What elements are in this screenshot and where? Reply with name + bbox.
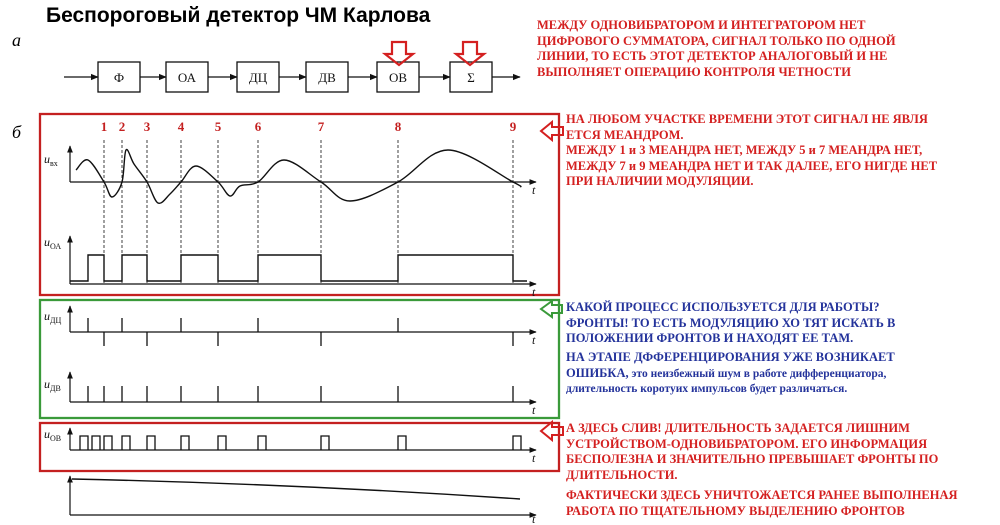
timing-diagrams — [70, 140, 536, 515]
note-fronts-process: КАКОЙ ПРОЦЕСС ИСПОЛЬЗУЕТСЯ ДЛЯ РАБОТЫ? ФРОНТЫ! ТО ЕСТЬ МОДУЛЯЦИЮ ХО ТЯТ ИСКАТЬ В ПОЛОЖЕНИИ ФРОНТОВ И НАХОДЯТ ЕЕ ТАМ. — [566, 300, 896, 345]
edge-number-1: 1 — [100, 119, 108, 134]
edge-number-9: 9 — [509, 119, 517, 134]
page-title: Беспороговый детектор ЧМ Карлова — [46, 4, 431, 27]
input-fm-signal — [76, 150, 521, 204]
note-differentiation-error: НА ЭТАПЕ ДФФЕРЕНЦИРОВАНИЯ УЖЕ ВОЗНИКАЕТ ОШИБКА, это неизбежный шум в работе дифференциатора, длительность коротуих импульсов будет различаться. — [566, 350, 895, 395]
integrator-output-curve — [72, 479, 520, 499]
timing-labels — [44, 119, 536, 525]
time-label-integrator: t — [532, 512, 536, 525]
signal-label-u-dc: $u_{ДЦ}$ — [44, 309, 62, 325]
time-label-u-dv: t — [532, 403, 536, 417]
edge-number-6: 6 — [254, 119, 262, 134]
ov-pulse — [122, 436, 130, 450]
frame-ov — [40, 423, 559, 471]
block-label-3: ДВ — [318, 70, 336, 85]
ov-pulse — [181, 436, 189, 450]
frame-input-and-oa — [40, 114, 559, 295]
block-label-1: ОА — [177, 70, 197, 85]
block-label-5: Σ — [467, 70, 475, 85]
block-label-4: ОВ — [388, 70, 408, 85]
edge-number-3: 3 — [143, 119, 151, 134]
ov-pulse — [258, 436, 266, 450]
note-not-meander: НА ЛЮБОМ УЧАСТКЕ ВРЕМЕНИ ЭТОТ СИГНАЛ НЕ ЯВЛЯ ЕТСЯ МЕАНДРОМ. МЕЖДУ 1 и 3 МЕАНДРА НЕТ, МЕЖДУ 5 и 7 МЕАНДРА НЕТ, МЕЖДУ 7 и 9 МЕАНДРА НЕТ И ТАК ДАЛЕЕ, ЕГО НИГДЕ НЕТ ПРИ НАЛИЧИИ МОДУЛЯЦИИ. — [566, 112, 938, 188]
time-label-u-ov: t — [532, 451, 536, 465]
part-label-a: а — [12, 30, 21, 50]
block-label-2: ДЦ — [248, 70, 268, 85]
signal-label-u-oa: $u_{ОА}$ — [44, 235, 62, 251]
note-drain: А ЗДЕСЬ СЛИВ! ДЛИТЕЛЬНОСТЬ ЗАДАЕТСЯ ЛИШНИМ УСТРОЙСТВОМ-ОДНОВИБРАТОРОМ. ЕГО ИНФОРМАЦИЯ БЕСПОЛЕЗНА И ЗНАЧИТЕЛЬНО ПРЕВЫШАЕТ ФРОНТЫ ПО ДЛИТЕЛЬНОСТИ. — [566, 421, 939, 482]
time-label-u-dc: t — [532, 333, 536, 347]
note-work-destroyed: ФАКТИЧЕСКИ ЗДЕСЬ УНИЧТОЖАЕТСЯ РАНЕЕ ВЫПОЛНЕНАЯ РАБОТА ПО ТЩАТЕЛЬНОМУ ВЫДЕЛЕНИЮ ФРОНТОВ — [566, 488, 958, 518]
signal-label-u-in: $u_{вх}$ — [44, 152, 58, 168]
signal-label-u-ov: $u_{ОВ}$ — [44, 427, 62, 443]
ov-pulse — [92, 436, 100, 450]
block-label-0: Ф — [113, 70, 125, 85]
time-label-u-oa: t — [532, 285, 536, 299]
ov-pulse — [398, 436, 406, 450]
edge-number-7: 7 — [317, 119, 325, 134]
edge-number-8: 8 — [394, 119, 402, 134]
ov-pulse — [147, 436, 155, 450]
ov-pulse — [80, 436, 88, 450]
note-no-digital-adder: МЕЖДУ ОДНОВИБРАТОРОМ И ИНТЕГРАТОРОМ НЕТ ЦИФРОВОГО СУММАТОРА, СИГНАЛ ТОЛЬКО ПО ОДНОЙ ЛИНИИ, ТО ЕСТЬ ЭТОТ ДЕТЕКТОР АНАЛОГОВЫЙ И НЕ ВЫПОЛНЯЕТ ОПЕРАЦИЮ КОНТРОЛЯ ЧЕТНОСТИ — [537, 18, 896, 79]
frame-dc-and-dv — [40, 300, 559, 418]
ov-pulse — [513, 436, 521, 450]
ov-pulse — [321, 436, 329, 450]
part-label-b: б — [12, 122, 22, 142]
block-diagram — [64, 62, 520, 92]
oa-square-wave — [70, 255, 527, 281]
edge-number-5: 5 — [214, 119, 222, 134]
ov-pulse — [218, 436, 226, 450]
time-label-u-in: t — [532, 183, 536, 197]
ov-pulse — [104, 436, 112, 450]
signal-label-u-dv: $u_{ДВ}$ — [44, 377, 61, 393]
edge-number-2: 2 — [118, 119, 126, 134]
edge-number-4: 4 — [177, 119, 185, 134]
